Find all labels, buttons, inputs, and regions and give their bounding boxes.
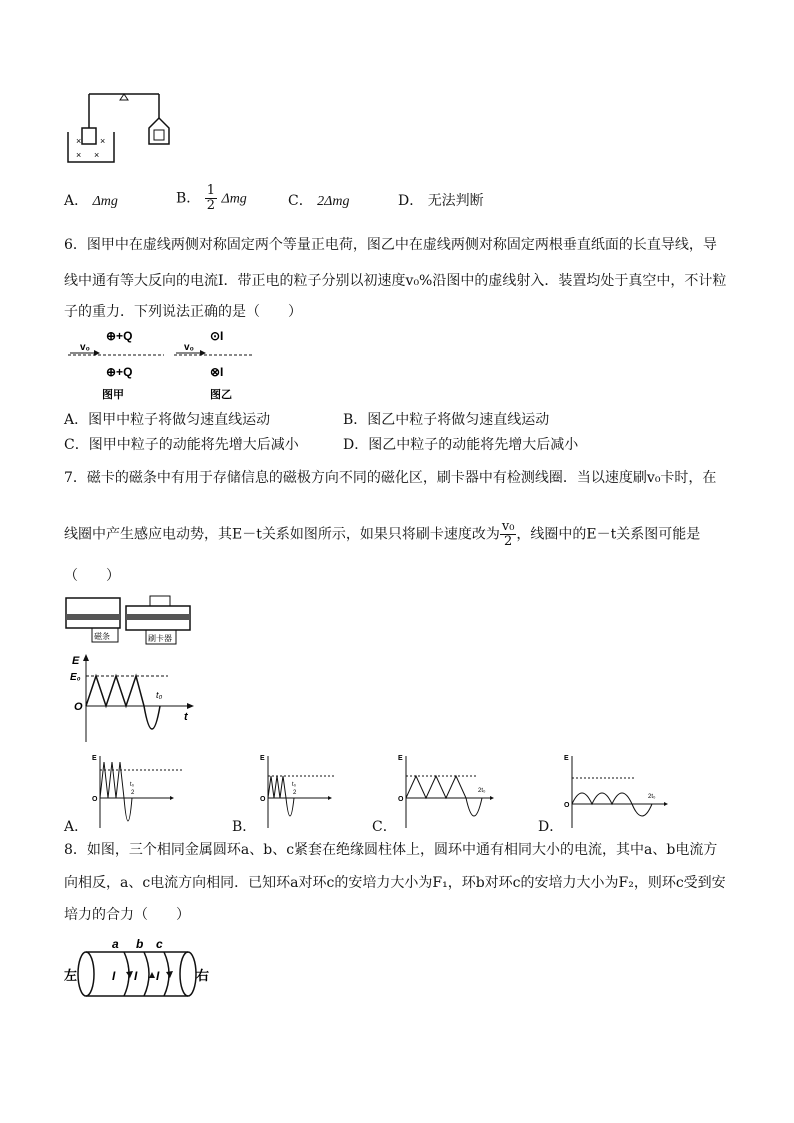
svg-text:×: ×	[76, 136, 82, 146]
q6-line-2: 线中通有等大反向的电流I．带正电的粒子分别以初速度v₀%沿图中的虚线射入．装置均处于真空中，不计粒	[64, 273, 727, 289]
q6-line-1: 6．图甲中在虚线两侧对称固定两个等量正电荷，图乙中在虚线两侧对称固定两根垂直纸面的长直导线，导	[64, 237, 717, 253]
q7-graph-a	[90, 752, 190, 832]
svg-text:I: I	[134, 969, 138, 983]
svg-text:右: 右	[196, 968, 210, 983]
q5-option-b[interactable]	[176, 184, 247, 213]
q5-option-a[interactable]	[64, 191, 118, 212]
q7-graph-b	[258, 752, 358, 832]
svg-text:E: E	[92, 755, 97, 762]
fraction: $\frac{\text{v₀}}{2}$	[501, 519, 515, 549]
q8-line-2: 向相反，a、c电流方向相同．已知环a对环c的安培力大小为F₁，环b对环c的安培力大小为F₂，则环c受到安	[64, 875, 726, 891]
svg-text:O: O	[74, 701, 83, 713]
option-label: A．	[64, 193, 89, 209]
svg-text:×: ×	[76, 150, 82, 160]
charge-top: ⊕+Q	[106, 329, 133, 343]
q6-option-d[interactable]: D．图乙中粒子的动能将先增大后减小	[343, 437, 579, 453]
label-card-reader: 刷卡器	[148, 634, 172, 643]
option-label: B．	[176, 190, 201, 207]
svg-text:t₀: t₀	[156, 690, 163, 700]
current-in: ⊗I	[210, 365, 224, 379]
svg-text:左: 左	[64, 968, 78, 983]
q7-line-2	[64, 520, 700, 549]
q7-line-3: （ ）	[64, 568, 120, 584]
v0-label: v₀	[184, 342, 195, 353]
svg-text:2t₀: 2t₀	[648, 794, 656, 800]
svg-text:E: E	[398, 755, 403, 762]
q5-option-d[interactable]	[398, 191, 484, 211]
option-label: C．	[288, 193, 313, 209]
card-reader-figure	[64, 594, 196, 652]
q7-main-graph	[64, 652, 196, 744]
svg-text:O: O	[260, 796, 266, 803]
q7-line-1: 7．磁卡的磁条中有用于存储信息的磁极方向不同的磁化区，刷卡器中有检测线圈．当以速度刷v₀卡时，在	[64, 470, 717, 486]
option-text: 无法判断	[427, 193, 484, 209]
q7-line-2-post: ，线圈中的E－t关系图可能是	[516, 526, 701, 543]
option-label: D．	[398, 193, 424, 209]
caption-yi: 图乙	[210, 389, 232, 401]
current-out: ⊙I	[210, 329, 224, 343]
q7-option-c[interactable]: C．	[372, 819, 397, 835]
option-text: Δmg	[221, 191, 247, 207]
balance-figure	[64, 88, 174, 168]
q5-option-c[interactable]	[288, 191, 350, 212]
q6-option-a[interactable]: A．图甲中粒子将做匀速直线运动	[64, 412, 271, 428]
charge-bottom: ⊕+Q	[106, 365, 133, 379]
caption-jia: 图甲	[102, 389, 124, 401]
svg-text:I: I	[156, 969, 160, 983]
svg-text:×: ×	[94, 150, 100, 160]
fraction: $\frac{1}{2}$	[206, 183, 216, 213]
label-magnetic-strip: 磁条	[94, 632, 110, 641]
svg-text:O: O	[398, 796, 404, 803]
svg-text:E: E	[72, 655, 80, 667]
q6-option-c[interactable]: C．图甲中粒子的动能将先增大后减小	[64, 437, 299, 453]
svg-text:O: O	[564, 802, 570, 809]
svg-text:a: a	[112, 937, 119, 951]
q8-line-3: 培力的合力（ ）	[64, 907, 190, 923]
q6-line-3: 子的重力．下列说法正确的是（ ）	[64, 304, 302, 320]
q6-option-b[interactable]: B．图乙中粒子将做匀速直线运动	[343, 412, 550, 428]
svg-text:E: E	[260, 755, 265, 762]
option-text: 2Δmg	[317, 194, 350, 209]
q7-option-d[interactable]: D．	[538, 819, 564, 835]
option-text: Δmg	[92, 194, 118, 209]
q7-graph-c	[396, 752, 500, 832]
q7-graph-d	[562, 752, 672, 832]
q7-line-2-pre: 线圈中产生感应电动势，其E－t关系如图所示，如果只将刷卡速度改为	[64, 526, 500, 543]
svg-text:I: I	[112, 969, 116, 983]
svg-text:t₀: t₀	[130, 782, 135, 788]
svg-text:b: b	[136, 937, 144, 951]
svg-text:c: c	[156, 937, 163, 951]
svg-text:O: O	[92, 796, 98, 803]
q8-cylinder-figure	[64, 934, 214, 1002]
svg-text:E: E	[564, 755, 569, 762]
svg-text:t: t	[184, 711, 188, 723]
svg-text:t₀: t₀	[292, 782, 297, 788]
q7-option-b[interactable]: B．	[232, 819, 257, 835]
q6-figure	[64, 326, 264, 406]
q8-line-1: 8．如图，三个相同金属圆环a、b、c紧套在绝缘圆柱体上，圆环中通有相同大小的电流，其中a、b电流方	[64, 842, 718, 858]
svg-text:2t₀: 2t₀	[478, 788, 486, 794]
svg-text:2: 2	[293, 790, 297, 796]
svg-text:×: ×	[100, 136, 106, 146]
svg-text:E₀: E₀	[70, 672, 81, 683]
q7-option-a[interactable]: A．	[64, 819, 89, 835]
svg-text:2: 2	[131, 790, 135, 796]
v0-label: v₀	[80, 342, 91, 353]
